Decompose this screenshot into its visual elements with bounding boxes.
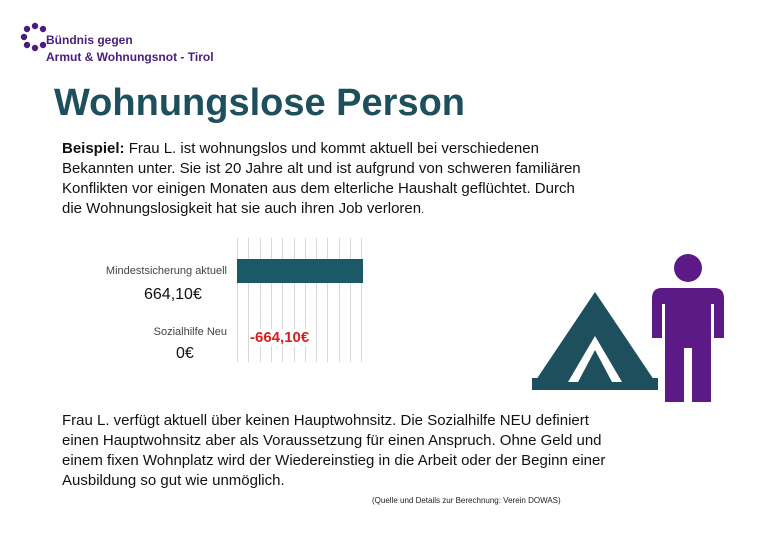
value-sozialhilfe: 0€ (176, 345, 194, 362)
chart-gridline (316, 238, 317, 362)
logo-line-2: Armut & Wohnungsnot - Tirol (46, 50, 214, 64)
intro-text: Frau L. ist wohnungslos und kommt aktuell bei verschiedenen Bekannten unter. Sie ist 20 Jahre alt und ist aufgrund von schweren familiären Konflikten vor einigen Monaten aus dem elterliche Haushalt geflüchtet. Durch die Wohnungslosigkeit hat sie auch ihren Job verloren (62, 140, 581, 217)
value-mindestsicherung: 664,10€ (144, 286, 202, 303)
bar-label-mindestsicherung: Mindestsicherung aktuell (105, 265, 227, 277)
comparison-chart (0, 238, 380, 368)
difference-value: -664,10€ (250, 329, 310, 346)
chart-gridline (327, 238, 328, 362)
logo (20, 22, 220, 70)
chart-gridline (361, 238, 362, 362)
chart-gridline (350, 238, 351, 362)
bar-mindestsicherung (237, 259, 363, 283)
logo-line-1: Bündnis gegen (46, 33, 133, 47)
intro-end: . (421, 204, 425, 216)
source-note: (Quelle und Details zur Berechnung: Verein DOWAS) (372, 496, 561, 505)
chart-gridline (339, 238, 340, 362)
chart-gridline (237, 238, 238, 362)
tent-icon (532, 290, 658, 392)
page-title: Wohnungslose Person (54, 82, 466, 124)
intro-paragraph (62, 139, 592, 220)
intro-label: Beispiel: (62, 140, 125, 157)
outro-paragraph: Frau L. verfügt aktuell über keinen Hauptwohnsitz. Die Sozialhilfe NEU definiert einen Hauptwohnsitz aber als Voraussetzung für einen Anspruch. Ohne Geld und einem fixen Wohnplatz wird der Wiedereinstieg in die Arbeit oder der Beginn einer Ausbildung so gut wie unmöglich. (62, 412, 606, 489)
bar-label-sozialhilfe: Sozialhilfe Neu (153, 326, 227, 338)
person-icon (648, 252, 728, 404)
